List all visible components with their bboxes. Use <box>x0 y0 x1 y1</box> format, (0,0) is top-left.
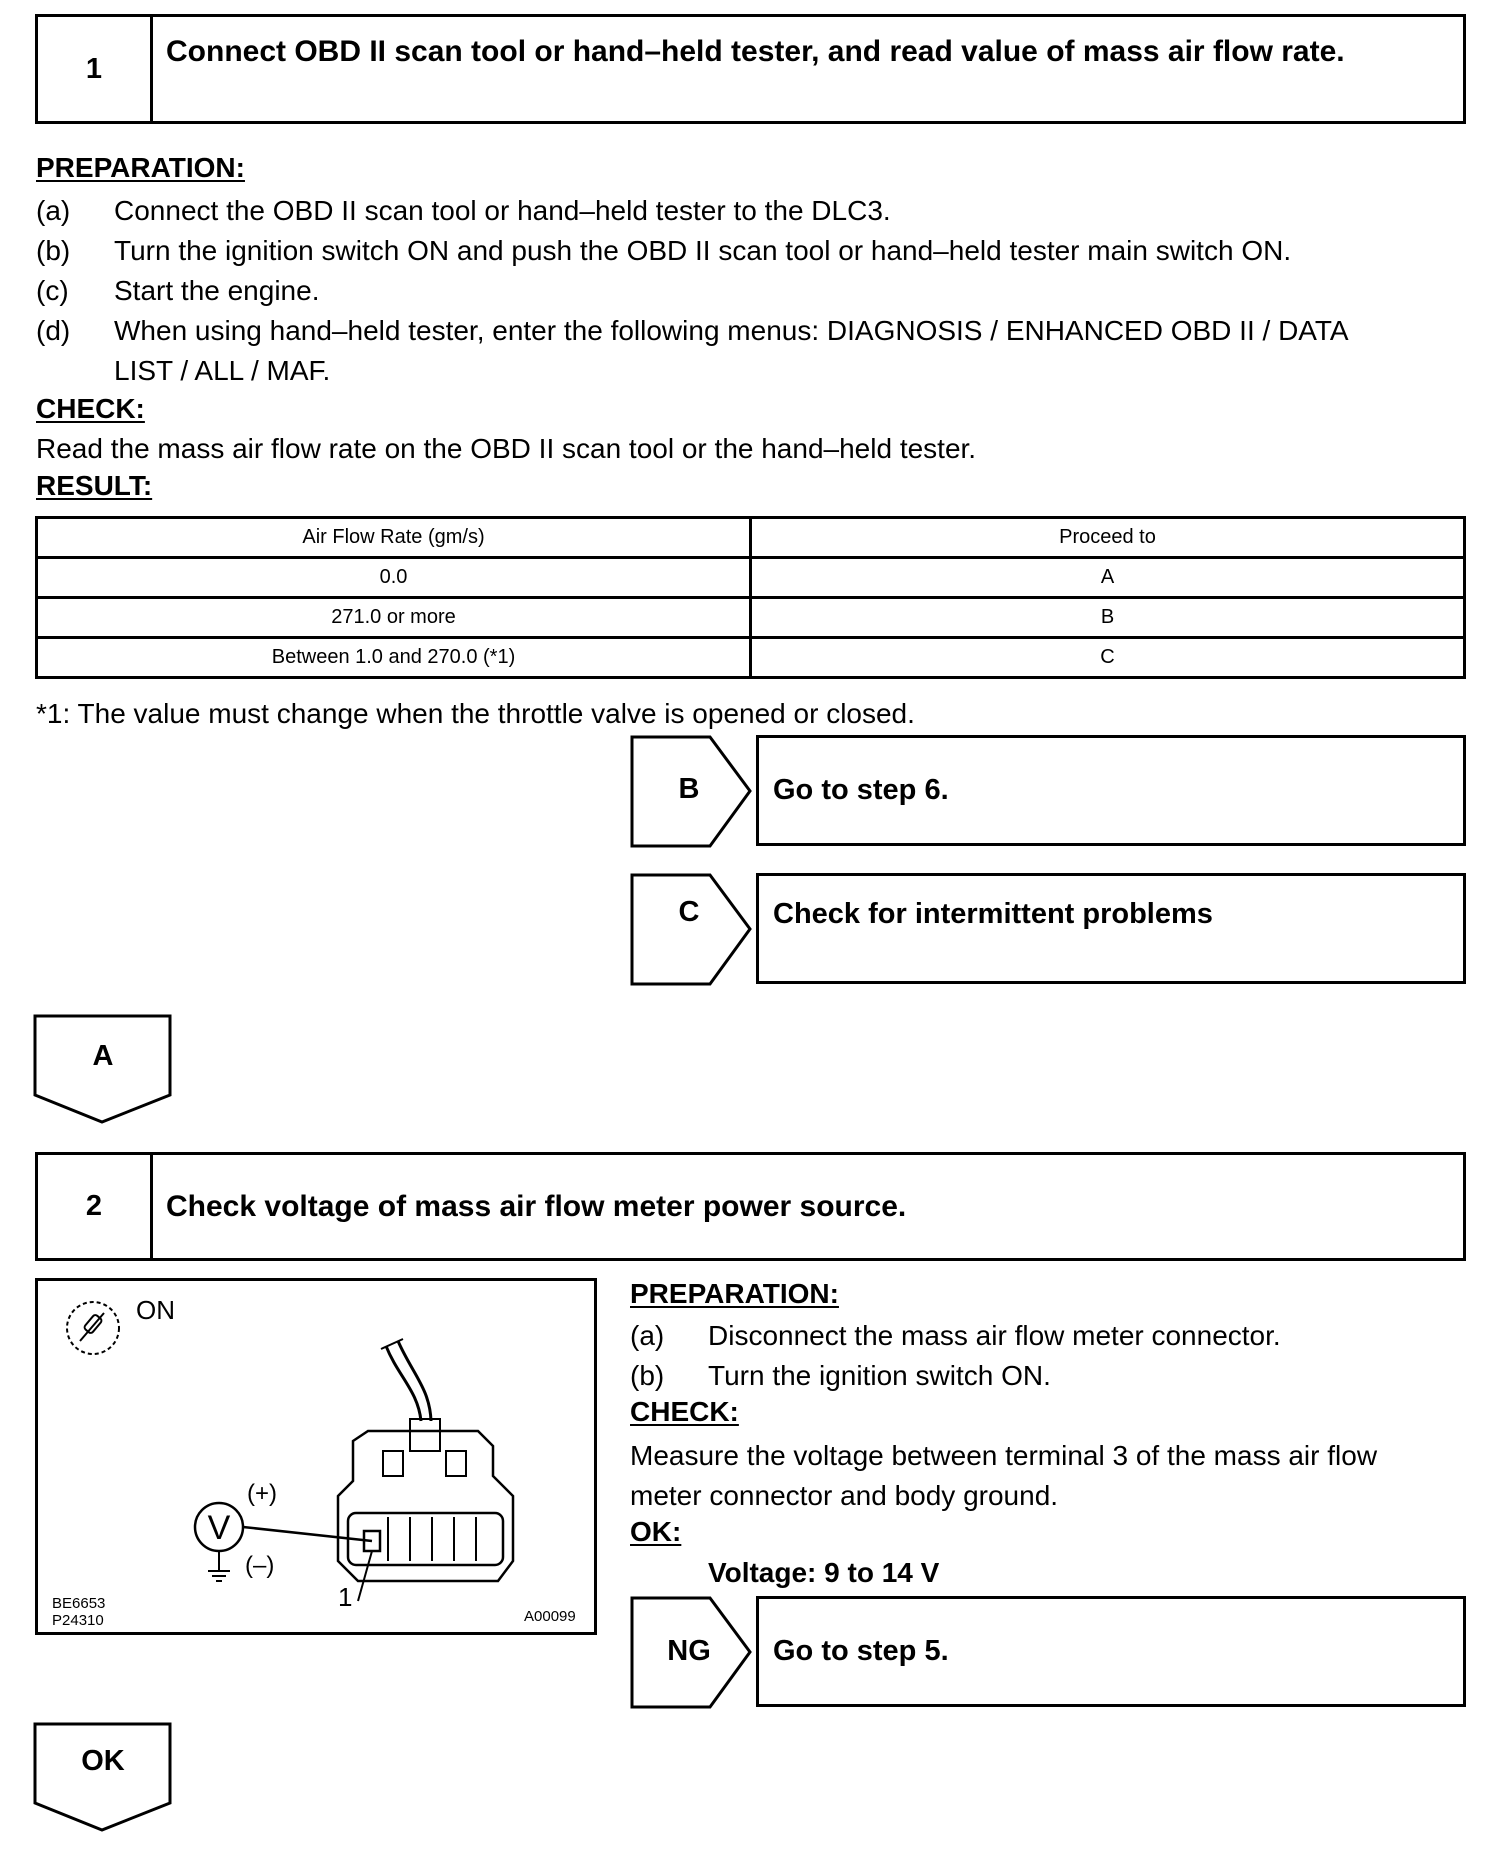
preparation-heading: PREPARATION: <box>36 152 245 183</box>
table-cell: A <box>751 558 1465 598</box>
decision-code: C <box>678 896 700 928</box>
table-header: Proceed to <box>751 518 1465 558</box>
figure-code: P24310 <box>52 1612 104 1629</box>
table-cell: B <box>751 598 1465 638</box>
step-title: Connect OBD II scan tool or hand–held tester, and read value of mass air flow rate. <box>166 35 1345 68</box>
check-text: meter connector and body ground. <box>630 1480 1059 1511</box>
table-cell: 271.0 or more <box>37 598 751 638</box>
table-cell: Between 1.0 and 270.0 (*1) <box>37 638 751 678</box>
preparation-heading: PREPARATION: <box>630 1278 839 1309</box>
decision-action-box <box>756 873 1466 984</box>
decision-action: Check for intermittent problems <box>773 898 1213 930</box>
result-heading: RESULT: <box>36 470 153 501</box>
check-heading: CHECK: <box>630 1396 739 1427</box>
ok-spec: Voltage: 9 to 14 V <box>708 1557 940 1588</box>
decision-action: Go to step 6. <box>773 774 949 806</box>
ignition-switch-icon <box>67 1302 119 1354</box>
step-1-header <box>35 14 1466 124</box>
table-row <box>37 558 1465 598</box>
minus-label: (–) <box>245 1552 275 1579</box>
svg-text:V: V <box>207 1509 231 1547</box>
connector-body-icon <box>338 1431 513 1581</box>
list-item-continuation: LIST / ALL / MAF. <box>114 355 331 386</box>
footnote: *1: The value must change when the throttle valve is opened or closed. <box>36 698 915 729</box>
check-text: Read the mass air flow rate on the OBD II scan tool or the hand–held tester. <box>36 433 977 464</box>
decision-c-arrow-icon <box>630 873 755 988</box>
decision-action: Go to step 5. <box>773 1635 949 1667</box>
step-title: Check voltage of mass air flow meter power source. <box>166 1190 907 1223</box>
continue-code: A <box>92 1040 114 1072</box>
connector-illustration <box>38 1281 594 1632</box>
ok-heading: OK: <box>630 1516 682 1547</box>
decision-action-box <box>756 735 1466 846</box>
continue-ok-arrow-icon <box>33 1722 173 1834</box>
check-heading: CHECK: <box>36 393 145 424</box>
decision-code: NG <box>667 1635 711 1667</box>
table-header-row <box>37 518 1465 558</box>
terminal-leader-line <box>358 1551 372 1601</box>
wire-harness-icon <box>381 1339 440 1451</box>
step-number: 2 <box>38 1155 153 1258</box>
check-text: Measure the voltage between terminal 3 of the mass air flow <box>630 1440 1378 1471</box>
decision-code: B <box>678 773 700 805</box>
table-row <box>37 638 1465 678</box>
decision-action-box <box>756 1596 1466 1707</box>
table-header: Air Flow Rate (gm/s) <box>37 518 751 558</box>
table-cell: 0.0 <box>37 558 751 598</box>
connector-diagram <box>35 1278 597 1635</box>
step-2-header <box>35 1152 1466 1261</box>
continue-code: OK <box>81 1745 125 1777</box>
step-number: 1 <box>38 17 153 121</box>
table-row <box>37 598 1465 638</box>
plus-label: (+) <box>247 1480 277 1507</box>
table-cell: C <box>751 638 1465 678</box>
figure-code: BE6653 <box>52 1595 106 1612</box>
switch-label: ON <box>136 1295 175 1325</box>
figure-code: A00099 <box>524 1608 576 1625</box>
terminal-label: 1 <box>338 1582 353 1612</box>
result-table <box>35 516 1466 679</box>
